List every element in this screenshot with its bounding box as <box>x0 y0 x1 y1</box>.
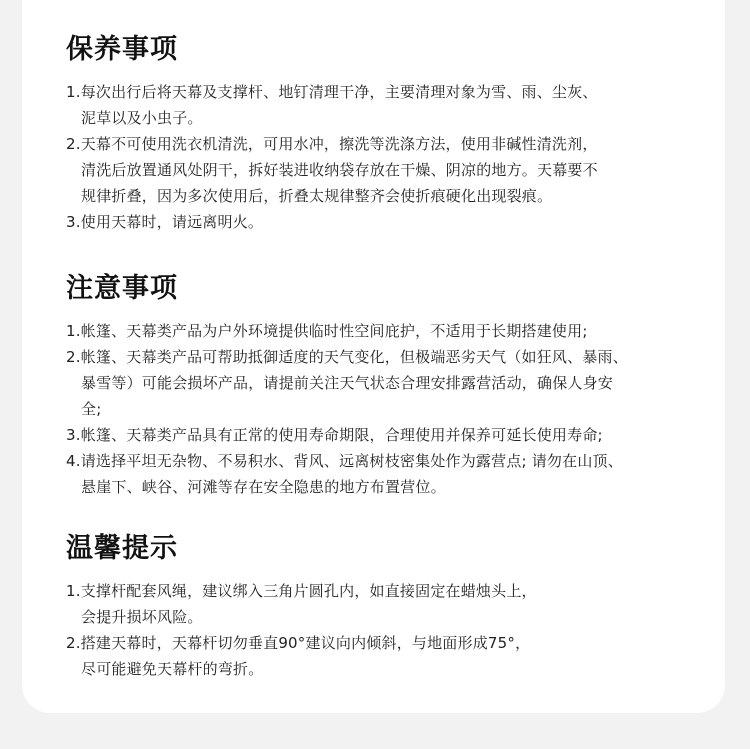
item-line: 清洗后放置通风处阴干，拆好装进收纳袋存放在干燥、阴凉的地方。天幕要不 <box>81 161 598 179</box>
item-line: 4.请选择平坦无杂物、不易积水、背风、远离树枝密集处作为露营点; 请勿在山顶、 <box>66 452 623 470</box>
item-list <box>66 79 706 235</box>
item-line: 悬崖下、峡谷、河滩等存在安全隐患的地方布置营位。 <box>81 478 446 496</box>
item-line: 2.搭建天幕时，天幕杆切勿垂直90°建议向内倾斜，与地面形成75°， <box>66 634 531 652</box>
item-line: 2.天幕不可使用洗衣机清洗，可用水冲，擦洗等洗涤方法，使用非碱性清洗剂， <box>66 135 598 153</box>
item-list <box>66 318 706 500</box>
item-line: 1.支撑杆配套风绳，建议绑入三角片圆孔内，如直接固定在蜡烛头上， <box>66 582 537 600</box>
item-line: 规律折叠，因为多次使用后，折叠太规律整齐会使折痕硬化出现裂痕。 <box>81 187 553 205</box>
section-tips <box>66 532 706 682</box>
item-line: 会提升损坏风险。 <box>81 608 203 626</box>
list-item <box>66 79 706 131</box>
item-line: 3.帐篷、天幕类产品具有正常的使用寿命期限，合理使用并保养可延长使用寿命; <box>66 426 603 444</box>
section-title: 温馨提示 <box>66 533 178 564</box>
section-maintenance <box>66 33 706 235</box>
item-line: 1.每次出行后将天幕及支撑杆、地钉清理干净，主要清理对象为雪、雨、尘灰、 <box>66 83 598 101</box>
list-item <box>66 578 706 630</box>
section-precautions <box>66 272 706 500</box>
item-line: 3.使用天幕时，请远离明火。 <box>66 213 264 231</box>
list-item <box>66 422 706 448</box>
item-line: 2.帐篷、天幕类产品可帮助抵御适度的天气变化，但极端恶劣天气（如狂风、暴雨、 <box>66 348 628 366</box>
section-title: 注意事项 <box>66 273 178 304</box>
item-line: 尽可能避免天幕杆的弯折。 <box>81 660 264 678</box>
list-item <box>66 209 706 235</box>
section-title: 保养事项 <box>66 34 178 65</box>
list-item <box>66 318 706 344</box>
item-line: 1.帐篷、天幕类产品为户外环境提供临时性空间庇护，不适用于长期搭建使用; <box>66 322 588 340</box>
item-line: 泥草以及小虫子。 <box>81 109 203 127</box>
item-line: 全; <box>81 400 102 418</box>
list-item <box>66 630 706 682</box>
item-line: 暴雪等）可能会损坏产品，请提前关注天气状态合理安排露营活动，确保人身安 <box>81 374 614 392</box>
list-item <box>66 344 706 422</box>
list-item <box>66 131 706 209</box>
item-list <box>66 578 706 682</box>
list-item <box>66 448 706 500</box>
